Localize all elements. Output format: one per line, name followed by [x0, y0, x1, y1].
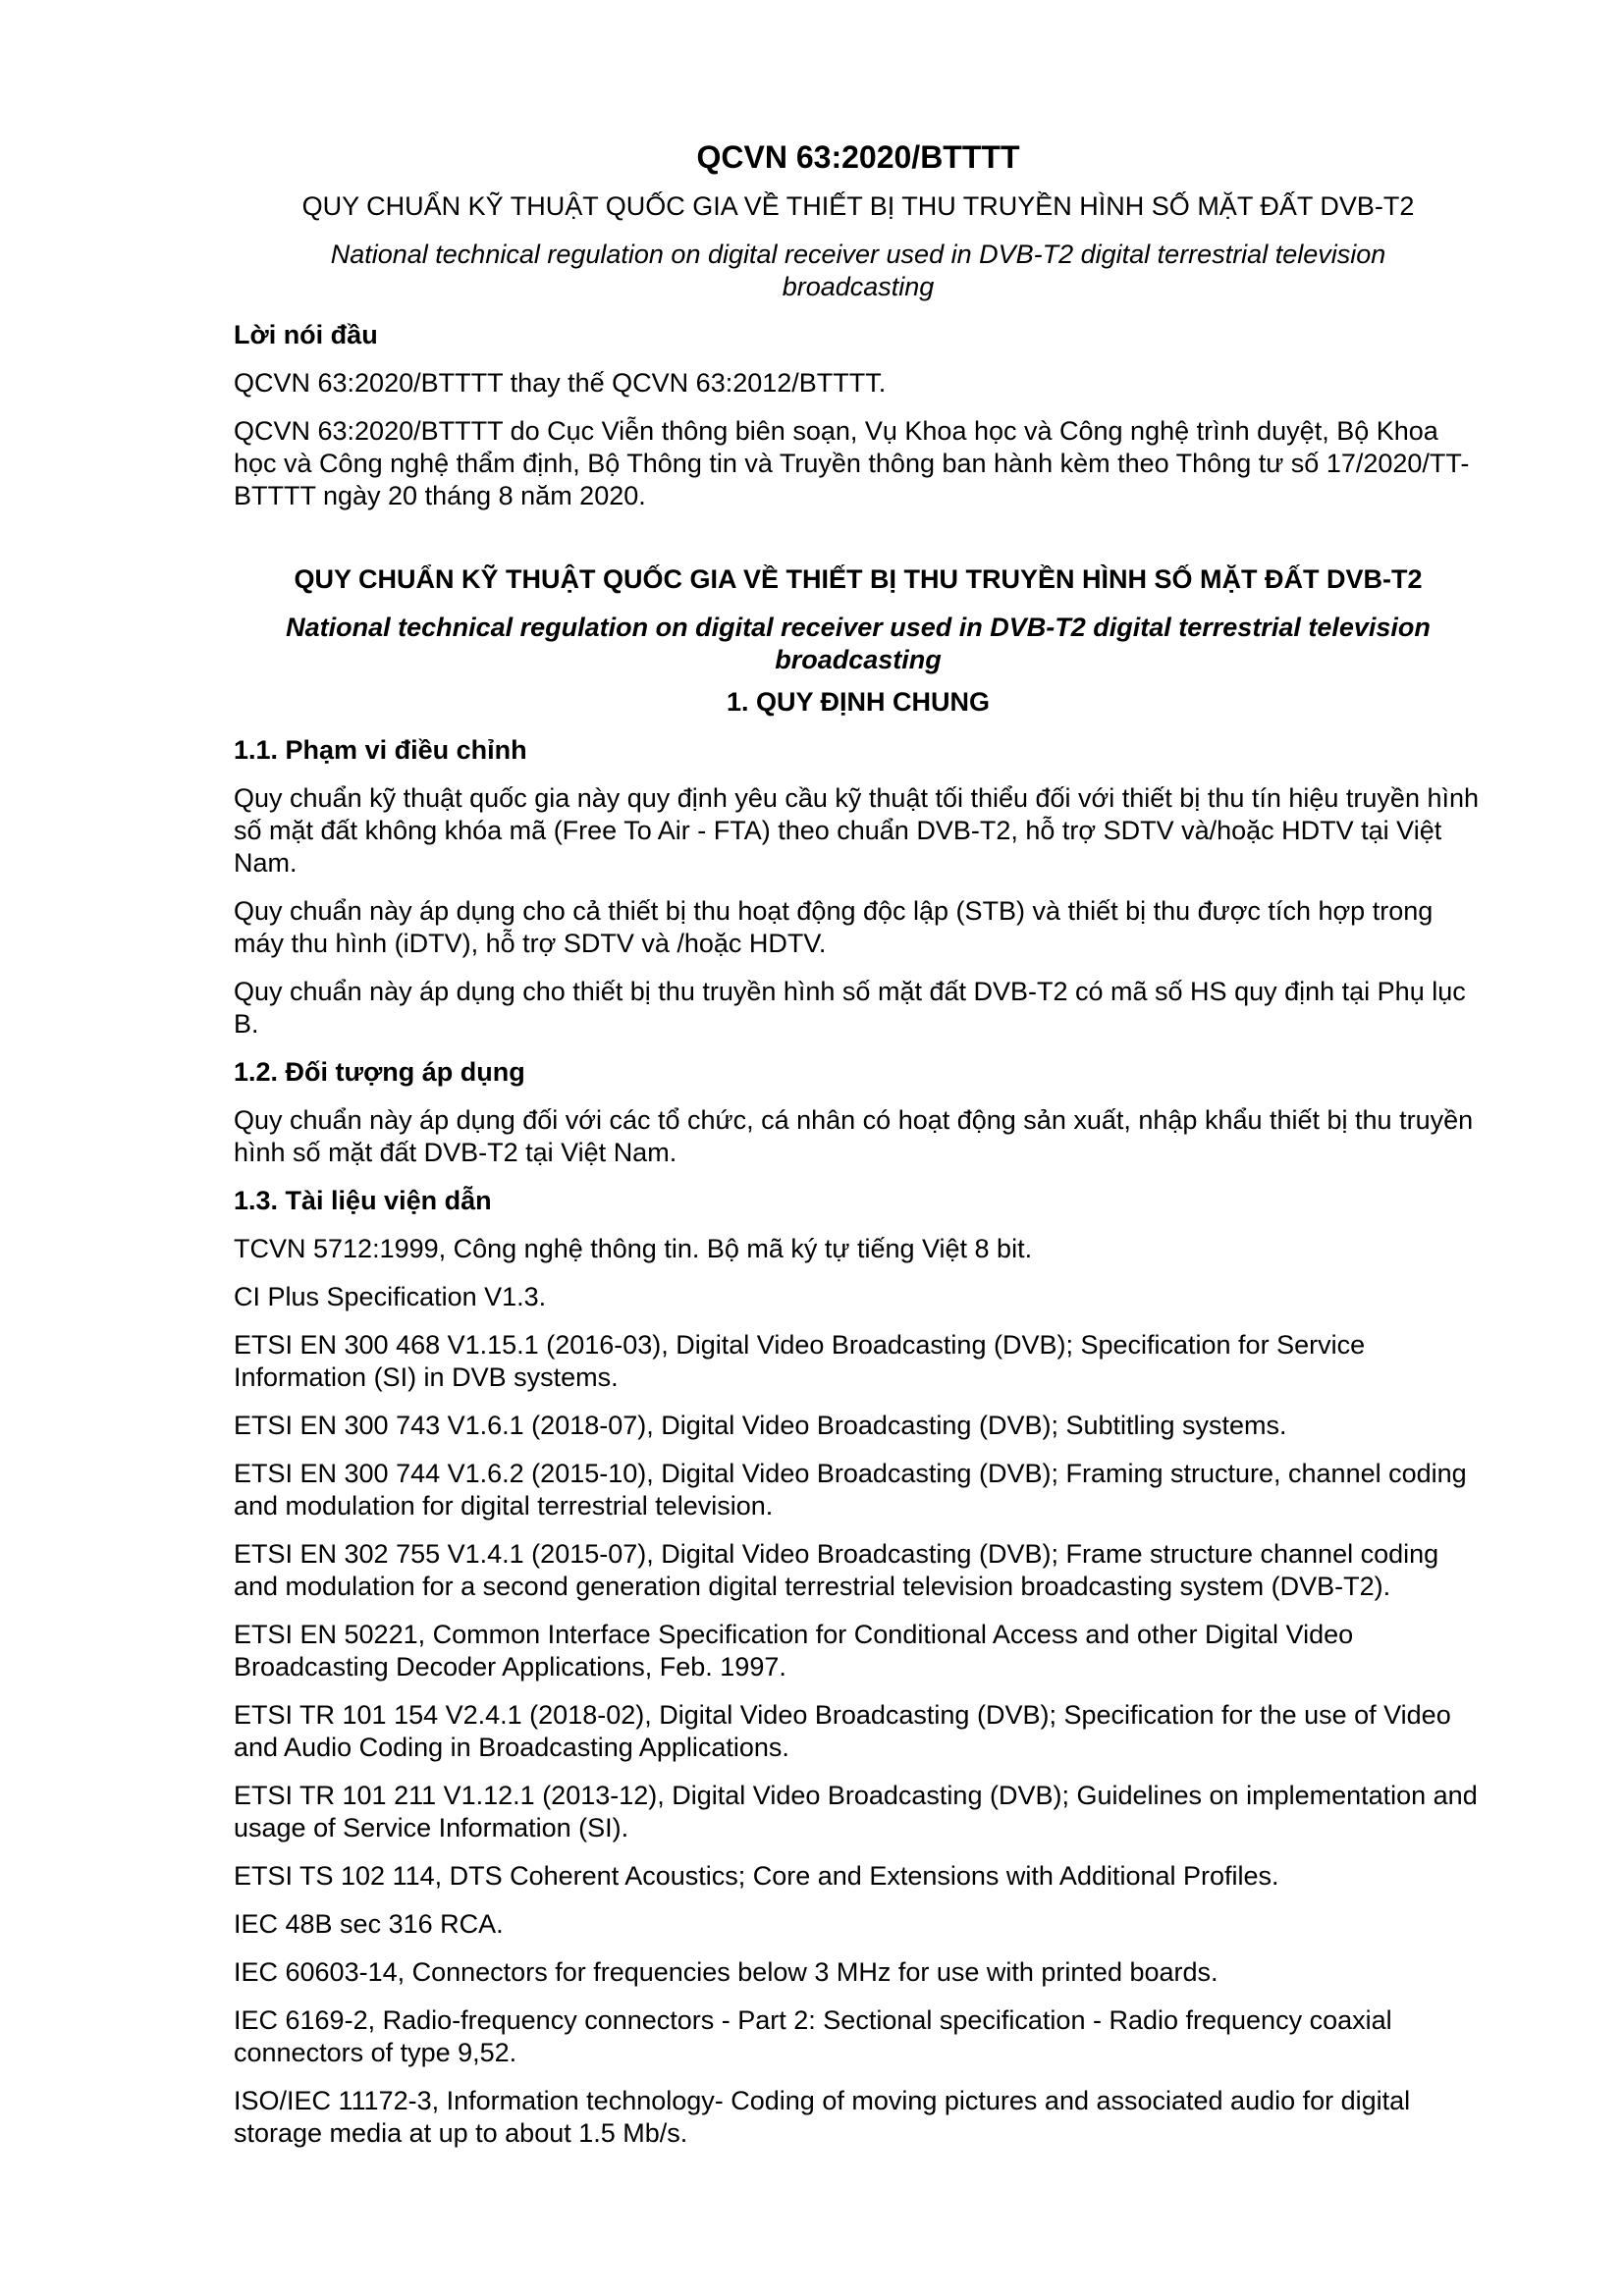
section-paragraph: Quy chuẩn này áp dụng cho cả thiết bị thu hoạt động độc lập (STB) và thiết bị thu được tích hợp trong máy thu hình (iDTV), hỗ trợ SDTV và /hoặc HDTV.	[234, 896, 1434, 958]
regulation-title-en: National technical regulation on digital receiver used in DVB-T2 digital terrestrial television broadcasting	[286, 613, 1431, 674]
section-paragraph: Quy chuẩn kỹ thuật quốc gia này quy định yêu cầu kỹ thuật tối thiểu đối với thiết bị thu tín hiệu truyền hình số mặt đất không khóa mã (Free To Air - FTA) theo chuẩn DVB-T2, hỗ trợ SDTV và/hoặc HDTV tại Việt Nam.	[234, 783, 1480, 878]
chapter-heading: 1. QUY ĐỊNH CHUNG	[726, 687, 991, 717]
reference-item: ISO/IEC 11172-3, Information technology- Coding of moving pictures and associated audio for digital storage media at up to about 1.5 Mb/s.	[234, 2086, 1411, 2148]
reference-item: ETSI EN 300 468 V1.15.1 (2016-03), Digital Video Broadcasting (DVB); Specification for Service Information (SI) in DVB systems.	[234, 1330, 1366, 1392]
reference-item: ETSI EN 300 744 V1.6.2 (2015-10), Digital Video Broadcasting (DVB); Framing structure, channel coding and modulation for digital terrestrial television.	[234, 1459, 1467, 1521]
reference-item: ETSI TR 101 211 V1.12.1 (2013-12), Digital Video Broadcasting (DVB); Guidelines on implementation and usage of Service Information (SI).	[234, 1781, 1478, 1842]
reference-item: ETSI EN 50221, Common Interface Specification for Conditional Access and other Digital Video Broadcasting Decoder Applications, Feb. 1997.	[234, 1620, 1354, 1682]
document-title-vi: QUY CHUẨN KỸ THUẬT QUỐC GIA VỀ THIẾT BỊ THU TRUYỀN HÌNH SỐ MẶT ĐẤT DVB-T2	[301, 191, 1415, 221]
reference-item: IEC 60603-14, Connectors for frequencies below 3 MHz for use with printed boards.	[234, 1957, 1218, 1987]
reference-item: ETSI EN 300 743 V1.6.1 (2018-07), Digital Video Broadcasting (DVB); Subtitling systems.	[234, 1411, 1287, 1440]
reference-item: IEC 6169-2, Radio-frequency connectors - Part 2: Sectional specification - Radio frequency coaxial connectors of type 9,52.	[234, 2005, 1392, 2067]
document-title-en: National technical regulation on digital receiver used in DVB-T2 digital terrestrial television broadcasting	[330, 240, 1386, 301]
regulation-title-vi: QUY CHUẨN KỸ THUẬT QUỐC GIA VỀ THIẾT BỊ THU TRUYỀN HÌNH SỐ MẶT ĐẤT DVB-T2	[294, 564, 1423, 594]
section-paragraph: Quy chuẩn này áp dụng đối với các tổ chức, cá nhân có hoạt động sản xuất, nhập khẩu thiết bị thu truyền hình số mặt đất DVB-T2 tại Việt Nam.	[234, 1105, 1474, 1167]
section-heading: 1.3. Tài liệu viện dẫn	[234, 1186, 492, 1215]
document-page	[234, 137, 1483, 2165]
document-code: QCVN 63:2020/BTTTT	[696, 139, 1020, 175]
foreword-paragraph: QCVN 63:2020/BTTTT thay thế QCVN 63:2012/BTTTT.	[234, 368, 887, 398]
reference-item: ETSI TR 101 154 V2.4.1 (2018-02), Digital Video Broadcasting (DVB); Specification for the use of Video and Audio Coding in Broadcasting Applications.	[234, 1700, 1451, 1762]
section-paragraph: Quy chuẩn này áp dụng cho thiết bị thu truyền hình số mặt đất DVB-T2 có mã số HS quy định tại Phụ lục B.	[234, 977, 1466, 1039]
reference-item: TCVN 5712:1999, Công nghệ thông tin. Bộ mã ký tự tiếng Việt 8 bit.	[234, 1234, 1033, 1263]
section-heading: 1.2. Đối tượng áp dụng	[234, 1057, 525, 1087]
reference-item: ETSI TS 102 114, DTS Coherent Acoustics; Core and Extensions with Additional Profiles.	[234, 1861, 1279, 1891]
reference-item: IEC 48B sec 316 RCA.	[234, 1909, 504, 1939]
foreword-heading: Lời nói đầu	[234, 320, 378, 349]
reference-item: ETSI EN 302 755 V1.4.1 (2015-07), Digital Video Broadcasting (DVB); Frame structure channel coding and modulation for a second generation digital terrestrial television broadcasting system (DVB-T2).	[234, 1539, 1439, 1601]
foreword-paragraph: QCVN 63:2020/BTTTT do Cục Viễn thông biên soạn, Vụ Khoa học và Công nghệ trình duyệt, Bộ Khoa học và Công nghệ thẩm định, Bộ Thông tin và Truyền thông ban hành kèm theo Thông tư số 17/2020/TT-BTTTT ngày 20 tháng 8 năm 2020.	[234, 416, 1470, 510]
reference-item: CI Plus Specification V1.3.	[234, 1282, 547, 1311]
section-heading: 1.1. Phạm vi điều chỉnh	[234, 735, 527, 765]
